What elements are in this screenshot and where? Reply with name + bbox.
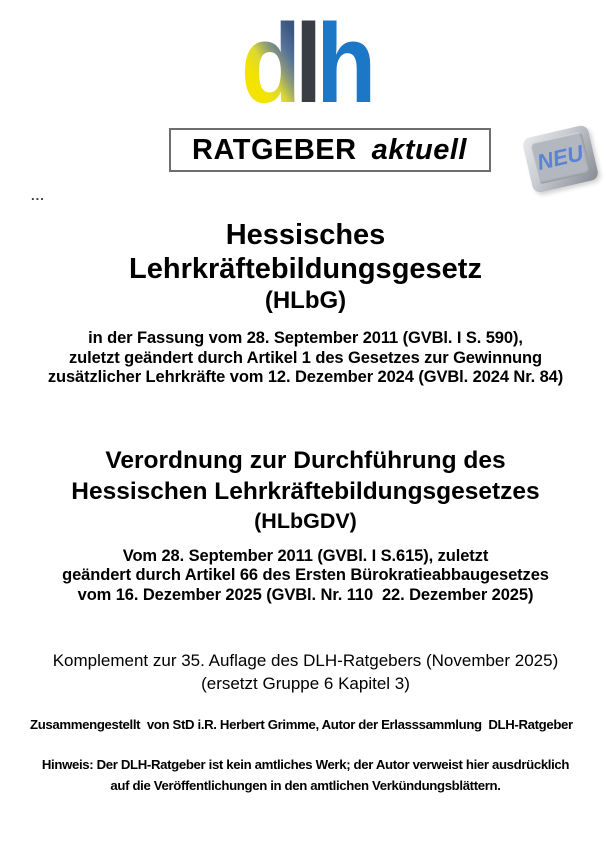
law2-title [0, 445, 611, 536]
banner-title: RATGEBER [192, 133, 357, 166]
disclaimer-note [0, 754, 611, 796]
ratgeber-aktuell-banner [169, 128, 491, 172]
logo-letter-l: l [294, 1, 317, 126]
complement-line1: Komplement zur 35. Auflage des DLH-Ratgebers (November 2025) [52, 651, 559, 671]
law2-title-line2: Hessischen Lehrkräftebildungsgesetzes [71, 477, 540, 505]
complement-line2: (ersetzt Gruppe 6 Kapitel 3) [201, 674, 410, 694]
margin-ellipsis-mark: ... [31, 188, 45, 203]
neu-badge-face [530, 132, 591, 185]
law2-title-line1: Verordnung zur Durchführung des [105, 446, 506, 474]
law2-amendment-note [0, 547, 611, 606]
neu-badge [522, 124, 600, 194]
law1-title-line2: Lehrkräftebildungsgesetz [129, 253, 482, 286]
compiler-credit: Zusammengestellt von StD i.R. Herbert Grimme, Autor der Erlasssammlung DLH-Ratgeber [30, 717, 573, 733]
law1-amendment-note [0, 329, 611, 388]
logo-letter-d: d [240, 1, 295, 126]
neu-badge-label: NEU [534, 140, 586, 175]
law1-amendment-line3: zusätzlicher Lehrkräfte vom 12. Dezember 2024 (GVBl. 2024 Nr. 84) [47, 368, 564, 387]
disclaimer-line1: Hinweis: Der DLH-Ratgeber ist kein amtliches Werk; der Autor verweist hier ausdrücklich [41, 757, 570, 773]
law1-title [0, 218, 611, 316]
law2-amendment-line1: Vom 28. September 2011 (GVBl. I S.615), zuletzt [122, 546, 489, 565]
law2-abbreviation: (HLbGDV) [254, 508, 357, 533]
law1-amendment-line2: zuletzt geändert durch Artikel 1 des Gesetzes zur Gewinnung [68, 348, 542, 367]
disclaimer-line2: auf die Veröffentlichungen in den amtlichen Verkündungsblättern. [110, 778, 501, 794]
logo-letter-h: h [316, 1, 371, 126]
banner-subtitle: aktuell [371, 133, 467, 166]
law1-title-line1: Hessisches [225, 219, 386, 252]
law1-abbreviation: (HLbG) [264, 287, 347, 315]
law2-amendment-line3: vom 16. Dezember 2025 (GVBl. Nr. 110 22. Dezember 2025) [77, 585, 534, 604]
law1-amendment-line1: in der Fassung vom 28. September 2011 (GVBl. I S. 590), [88, 329, 523, 348]
law2-amendment-line2: geändert durch Artikel 66 des Ersten Bürokratieabbaugesetzes [62, 566, 549, 585]
complement-note [0, 649, 611, 695]
dlh-logo [37, 0, 575, 126]
